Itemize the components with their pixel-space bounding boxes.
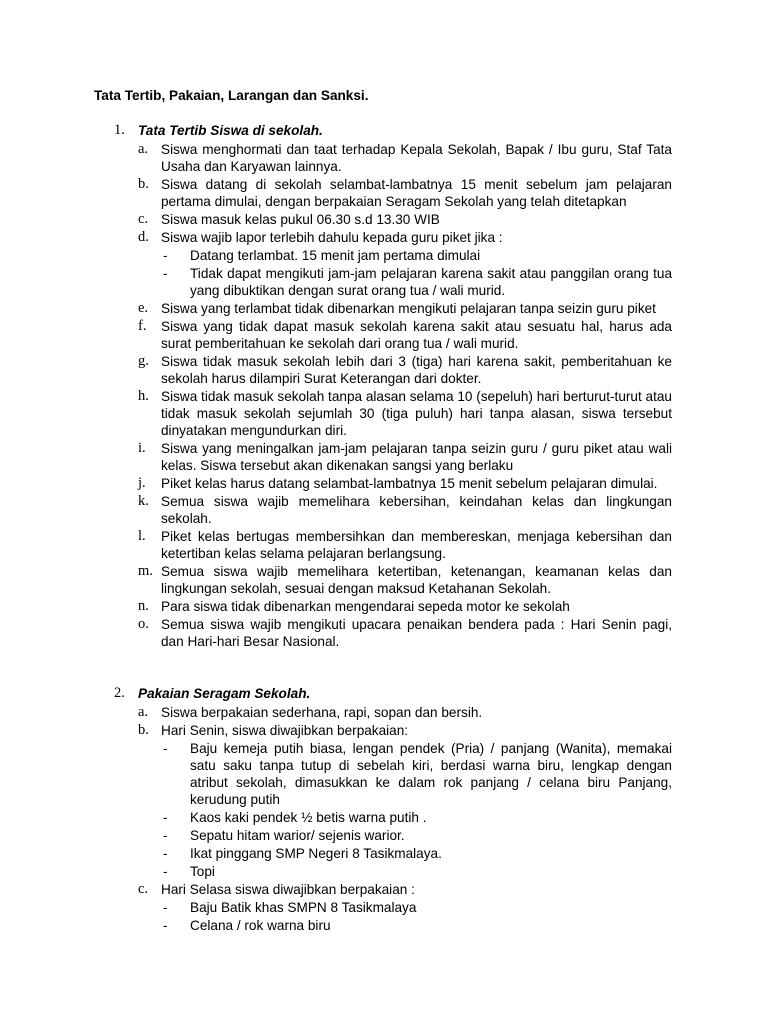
sub-list-dash: -	[163, 846, 168, 861]
list-item	[94, 229, 672, 299]
section-title: Pakaian Seragam Sekolah.	[138, 686, 311, 701]
list-item	[94, 704, 672, 721]
section-pakaian-seragam	[94, 685, 672, 935]
list-item	[94, 616, 672, 650]
list-item-text: Siswa berpakaian sederhana, rapi, sopan dan bersih.	[161, 705, 483, 720]
list-item	[94, 318, 672, 352]
list-item-letter: g.	[138, 353, 149, 369]
section-number: 2.	[114, 685, 125, 701]
list-item-letter: b.	[138, 176, 149, 192]
list-item-letter: b.	[138, 722, 149, 738]
list-item-letter: i.	[138, 440, 146, 456]
section-number: 1.	[114, 122, 125, 138]
list-item-text: Para siswa tidak dibenarkan mengendarai sepeda motor ke sekolah	[161, 599, 570, 614]
list-item	[94, 388, 672, 439]
sub-list-item	[94, 845, 672, 862]
list-item	[94, 598, 672, 615]
section-title: Tata Tertib Siswa di sekolah.	[138, 123, 323, 138]
sub-list-item-text: Celana / rok warna biru	[190, 918, 331, 933]
list-item-letter: a.	[138, 704, 149, 720]
list-item-text: Hari Senin, siswa diwajibkan berpakaian:	[161, 723, 409, 738]
document-title: Tata Tertib, Pakaian, Larangan dan Sanksi.	[94, 88, 369, 103]
list-item	[94, 528, 672, 562]
list-item-letter: j.	[138, 475, 146, 491]
list-item-text: Siswa yang meningalkan jam-jam pelajaran tanpa seizin guru / guru piket atau wali kelas. Siswa tersebut akan dikenakan sangsi yang berlaku	[161, 441, 672, 473]
list-item-letter: a.	[138, 141, 149, 157]
list-item	[94, 563, 672, 597]
sub-list-item	[94, 917, 672, 934]
sub-list-dash: -	[163, 266, 168, 281]
list-item	[94, 300, 672, 317]
list-item-text: Siswa menghormati dan taat terhadap Kepala Sekolah, Bapak / Ibu guru, Staf Tata Usaha dan Karyawan lainnya.	[161, 142, 672, 174]
list-item	[94, 493, 672, 527]
list-item-text: Siswa tidak masuk sekolah tanpa alasan selama 10 (sepeluh) hari berturut-turut atau tidak masuk sekolah sejumlah 30 (tiga puluh) hari tanpa alasan, siswa tersebut dinyatakan mengundurkan diri.	[161, 389, 672, 438]
list-item-text: Semua siswa wajib memelihara ketertiban, ketenangan, keamanan kelas dan lingkungan sekolah, sesuai dengan maksud Ketahanan Sekolah.	[161, 564, 672, 596]
list-item-text: Siswa masuk kelas pukul 06.30 s.d 13.30 WIB	[161, 212, 440, 227]
section-tata-tertib	[94, 122, 672, 651]
list-item	[94, 881, 672, 934]
list-item	[94, 440, 672, 474]
sub-list-item	[94, 827, 672, 844]
list-item-letter: l.	[138, 528, 146, 544]
sub-list-dash: -	[163, 810, 168, 825]
sub-list-dash: -	[163, 828, 168, 843]
list-item	[94, 176, 672, 210]
sub-list-item-text: Datang terlambat. 15 menit jam pertama dimulai	[190, 248, 481, 263]
list-item-text: Siswa wajib lapor terlebih dahulu kepada guru piket jika :	[161, 230, 503, 245]
sub-list-item-text: Topi	[190, 864, 215, 879]
sub-list-item-text: Baju Batik khas SMPN 8 Tasikmalaya	[190, 900, 417, 915]
list-item-text: Siswa yang tidak dapat masuk sekolah karena sakit atau sesuatu hal, harus ada surat pemberitahuan ke sekolah dari orang tua / wali murid.	[161, 319, 672, 351]
list-item-text: Siswa datang di sekolah selambat-lambatnya 15 menit sebelum jam pelajaran pertama dimulai, dengan berpakaian Seragam Sekolah yang telah ditetapkan	[161, 177, 672, 209]
list-item-text: Piket kelas bertugas membersihkan dan membereskan, menjaga kebersihan dan ketertiban kelas selama pelajaran berlangsung.	[161, 529, 672, 561]
sub-list-item	[94, 740, 672, 808]
list-item-text: Piket kelas harus datang selambat-lambatnya 15 menit sebelum pelajaran dimulai.	[161, 476, 658, 491]
sub-list-item	[94, 265, 672, 299]
list-item-letter: n.	[138, 598, 149, 614]
list-item-letter: d.	[138, 229, 149, 245]
list-item	[94, 475, 672, 492]
sub-list-item-text: Tidak dapat mengikuti jam-jam pelajaran karena sakit atau panggilan orang tua yang dibuktikan dengan surat orang tua / wali murid.	[190, 266, 672, 298]
sub-list-dash: -	[163, 918, 168, 933]
list-item	[94, 353, 672, 387]
list-item-letter: m.	[138, 563, 153, 579]
sub-list-dash: -	[163, 248, 168, 263]
sub-list-item	[94, 863, 672, 880]
list-item-letter: h.	[138, 388, 149, 404]
list-item	[94, 211, 672, 228]
list-item-letter: f.	[138, 318, 147, 334]
sub-list-item-text: Kaos kaki pendek ½ betis warna putih .	[190, 810, 427, 825]
list-item-text: Siswa tidak masuk sekolah lebih dari 3 (tiga) hari karena sakit, pemberitahuan ke sekolah harus dilampiri Surat Keterangan dari dokter.	[161, 354, 672, 386]
list-item-text: Semua siswa wajib memelihara kebersihan, keindahan kelas dan lingkungan sekolah.	[161, 494, 672, 526]
sub-list-dash: -	[163, 864, 168, 879]
sub-list-item	[94, 247, 672, 264]
sub-list-dash: -	[163, 741, 168, 756]
list-item-text: Hari Selasa siswa diwajibkan berpakaian :	[161, 882, 415, 897]
sub-list-item-text: Sepatu hitam warior/ sejenis warior.	[190, 828, 405, 843]
sub-list-item	[94, 809, 672, 826]
sub-list-dash: -	[163, 900, 168, 915]
sub-list-item-text: Baju kemeja putih biasa, lengan pendek (Pria) / panjang (Wanita), memakai satu saku tanpa tutup di sebelah kiri, berdasi warna biru, lengkap dengan atribut sekolah, dimasukkan ke dalam rok panjang / celana biru Panjang, kerudung putih	[190, 741, 672, 807]
sub-list-item	[94, 899, 672, 916]
list-item-text: Siswa yang terlambat tidak dibenarkan mengikuti pelajaran tanpa seizin guru piket	[161, 301, 656, 316]
section-heading	[94, 685, 672, 702]
sub-list-item-text: Ikat pinggang SMP Negeri 8 Tasikmalaya.	[190, 846, 442, 861]
list-item-letter: e.	[138, 300, 149, 316]
list-item-letter: c.	[138, 881, 149, 897]
list-item-text: Semua siswa wajib mengikuti upacara penaikan bendera pada : Hari Senin pagi, dan Hari-hari Besar Nasional.	[161, 617, 672, 649]
list-item-letter: c.	[138, 211, 149, 227]
list-item-letter: o.	[138, 616, 149, 632]
list-item	[94, 141, 672, 175]
list-item-letter: k.	[138, 493, 149, 509]
list-item	[94, 722, 672, 880]
section-heading	[94, 122, 672, 139]
